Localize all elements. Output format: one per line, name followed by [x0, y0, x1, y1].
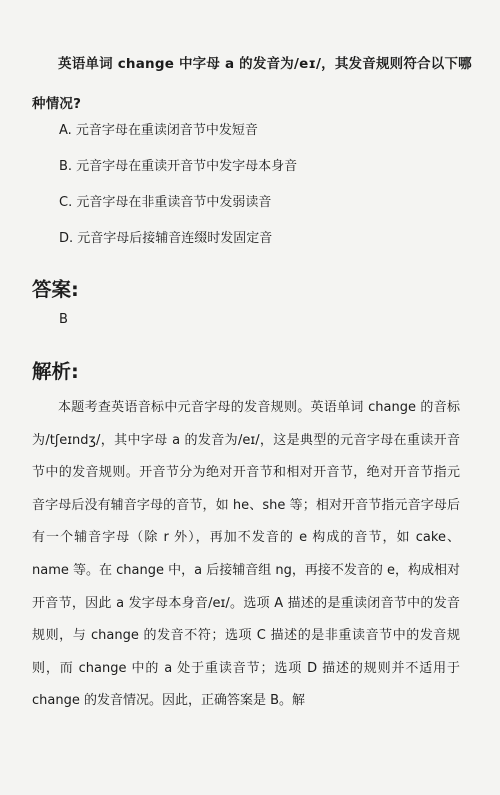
question-text: 英语单词 change 中字母 a 的发音为/eɪ/，其发音规则符合以下哪种情况? — [32, 56, 472, 112]
option-c: C. 元音字母在非重读音节中发弱读音 — [59, 195, 272, 210]
analysis-text: 本题考查英语音标中元音字母的发音规则。英语单词 change 的音标为/tʃeɪndʒ/，其中字母 a 的发音为/eɪ/，这是典型的元音字母在重读开音节中的发音规则。开音节分为绝对开音节和相对开音节，绝对开音节指元音字母后没有辅音字母的音节，如 he、she 等；相对开音节指元音字母后有一个辅音字母（除 r 外），再加不发音的 e 构成的音节，如 cake、name 等。在 change 中，a 后接辅音组 ng，再接不发音的 e，构成相对开音节，因此 a 发字母本身音/eɪ/。选项 A 描述的是重读闭音节中的发音规则，与 change 的发音不符；选项 C 描述的是非重读音节中的发音规则，而 change 中的 a 处于重读音节；选项 D 描述的规则并不适用于 change 的发音情况。因此，正确答案是 B。解 — [32, 400, 460, 709]
option-b: B. 元音字母在重读开音节中发字母本身音 — [59, 159, 298, 174]
analysis-heading: 解析: — [32, 360, 79, 383]
answer-value: B — [59, 312, 68, 327]
option-a: A. 元音字母在重读闭音节中发短音 — [59, 123, 258, 138]
answer-heading: 答案: — [32, 278, 79, 301]
option-d: D. 元音字母后接辅音连缀时发固定音 — [59, 231, 273, 246]
